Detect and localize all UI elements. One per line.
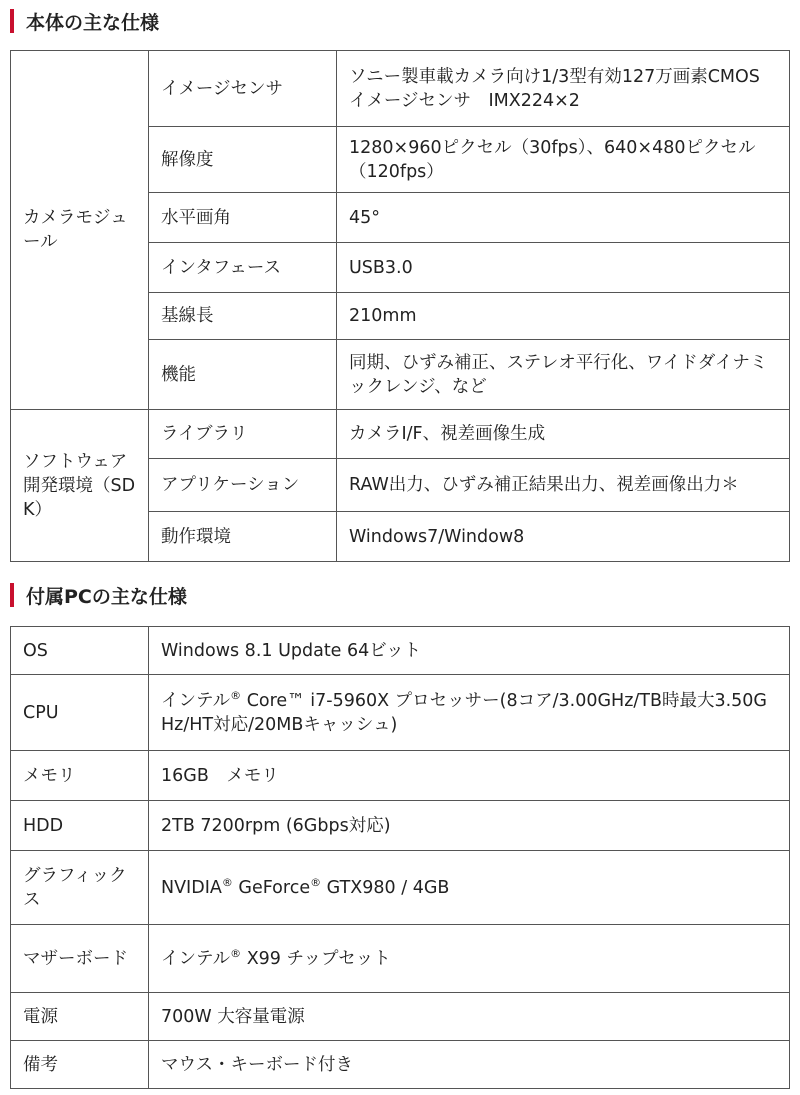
main-spec-table xyxy=(10,50,790,562)
value-text: GTX980 / 4GB xyxy=(321,877,450,898)
label-cell: 動作環境 xyxy=(149,512,337,562)
label-cell: インタフェース xyxy=(149,243,337,293)
pc-spec-table xyxy=(10,626,790,1089)
value-text: X99 チップセット xyxy=(241,948,391,969)
label-cell: 備考 xyxy=(11,1041,149,1089)
value-cell: カメラI/F、視差画像生成 xyxy=(337,410,790,459)
value-cell: ソニー製車載カメラ向け1/3型有効127万画素CMOSイメージセンサ IMX224×2 xyxy=(337,51,790,127)
label-cell: 電源 xyxy=(11,993,149,1041)
label-cell: 基線長 xyxy=(149,293,337,340)
value-cell: マウス・キーボード付き xyxy=(149,1041,790,1089)
label-cell: OS xyxy=(11,627,149,675)
heading-accent-bar xyxy=(10,583,14,607)
value-cell xyxy=(149,925,790,993)
table-row xyxy=(11,1041,790,1089)
table-row xyxy=(11,51,790,127)
label-cell: HDD xyxy=(11,801,149,851)
section-title: 本体の主な仕様 xyxy=(26,11,160,34)
section-heading-pc-spec xyxy=(10,582,187,608)
table-row xyxy=(11,993,790,1041)
value-cell xyxy=(149,675,790,751)
value-cell: RAW出力、ひずみ補正結果出力、視差画像出力＊ xyxy=(337,459,790,512)
label-cell: グラフィックス xyxy=(11,851,149,925)
value-text: GeForce xyxy=(232,877,311,898)
label-cell: イメージセンサ xyxy=(149,51,337,127)
table-row xyxy=(11,751,790,801)
label-cell: メモリ xyxy=(11,751,149,801)
value-text: NVIDIA xyxy=(161,877,222,898)
value-cell: 1280×960ピクセル（30fps）、640×480ピクセル（120fps） xyxy=(337,127,790,193)
value-cell: 16GB メモリ xyxy=(149,751,790,801)
table-row xyxy=(11,627,790,675)
category-cell: ソフトウェア開発環境（SDK） xyxy=(11,410,149,562)
value-text: インテル xyxy=(161,690,231,711)
label-cell: ライブラリ xyxy=(149,410,337,459)
label-cell: 水平画角 xyxy=(149,193,337,243)
value-text: インテル xyxy=(161,948,231,969)
value-cell: Windows 8.1 Update 64ビット xyxy=(149,627,790,675)
value-text: Core™ i7-5960X プロセッサー(8コア/3.00GHz/TB時最大3.50GHz/HT対応/20MBキャッシュ) xyxy=(161,690,767,735)
table-row xyxy=(11,851,790,925)
section-heading-main-spec xyxy=(10,8,159,34)
label-cell: CPU xyxy=(11,675,149,751)
table-row xyxy=(11,410,790,459)
value-cell: USB3.0 xyxy=(337,243,790,293)
label-cell: 機能 xyxy=(149,340,337,410)
registered-mark: ® xyxy=(230,688,242,702)
section-title: 付属PCの主な仕様 xyxy=(26,585,187,608)
label-cell: マザーボード xyxy=(11,925,149,993)
value-cell: 2TB 7200rpm (6Gbps対応) xyxy=(149,801,790,851)
table-row xyxy=(11,675,790,751)
value-cell: 45° xyxy=(337,193,790,243)
value-cell: 210mm xyxy=(337,293,790,340)
value-cell: Windows7/Window8 xyxy=(337,512,790,562)
table-row xyxy=(11,801,790,851)
heading-accent-bar xyxy=(10,9,14,33)
registered-mark: ® xyxy=(310,875,322,889)
value-cell: 700W 大容量電源 xyxy=(149,993,790,1041)
registered-mark: ® xyxy=(221,875,233,889)
label-cell: アプリケーション xyxy=(149,459,337,512)
category-cell: カメラモジュール xyxy=(11,51,149,410)
label-cell: 解像度 xyxy=(149,127,337,193)
table-row xyxy=(11,925,790,993)
registered-mark: ® xyxy=(230,946,242,960)
value-cell xyxy=(149,851,790,925)
value-cell: 同期、ひずみ補正、ステレオ平行化、ワイドダイナミックレンジ、など xyxy=(337,340,790,410)
